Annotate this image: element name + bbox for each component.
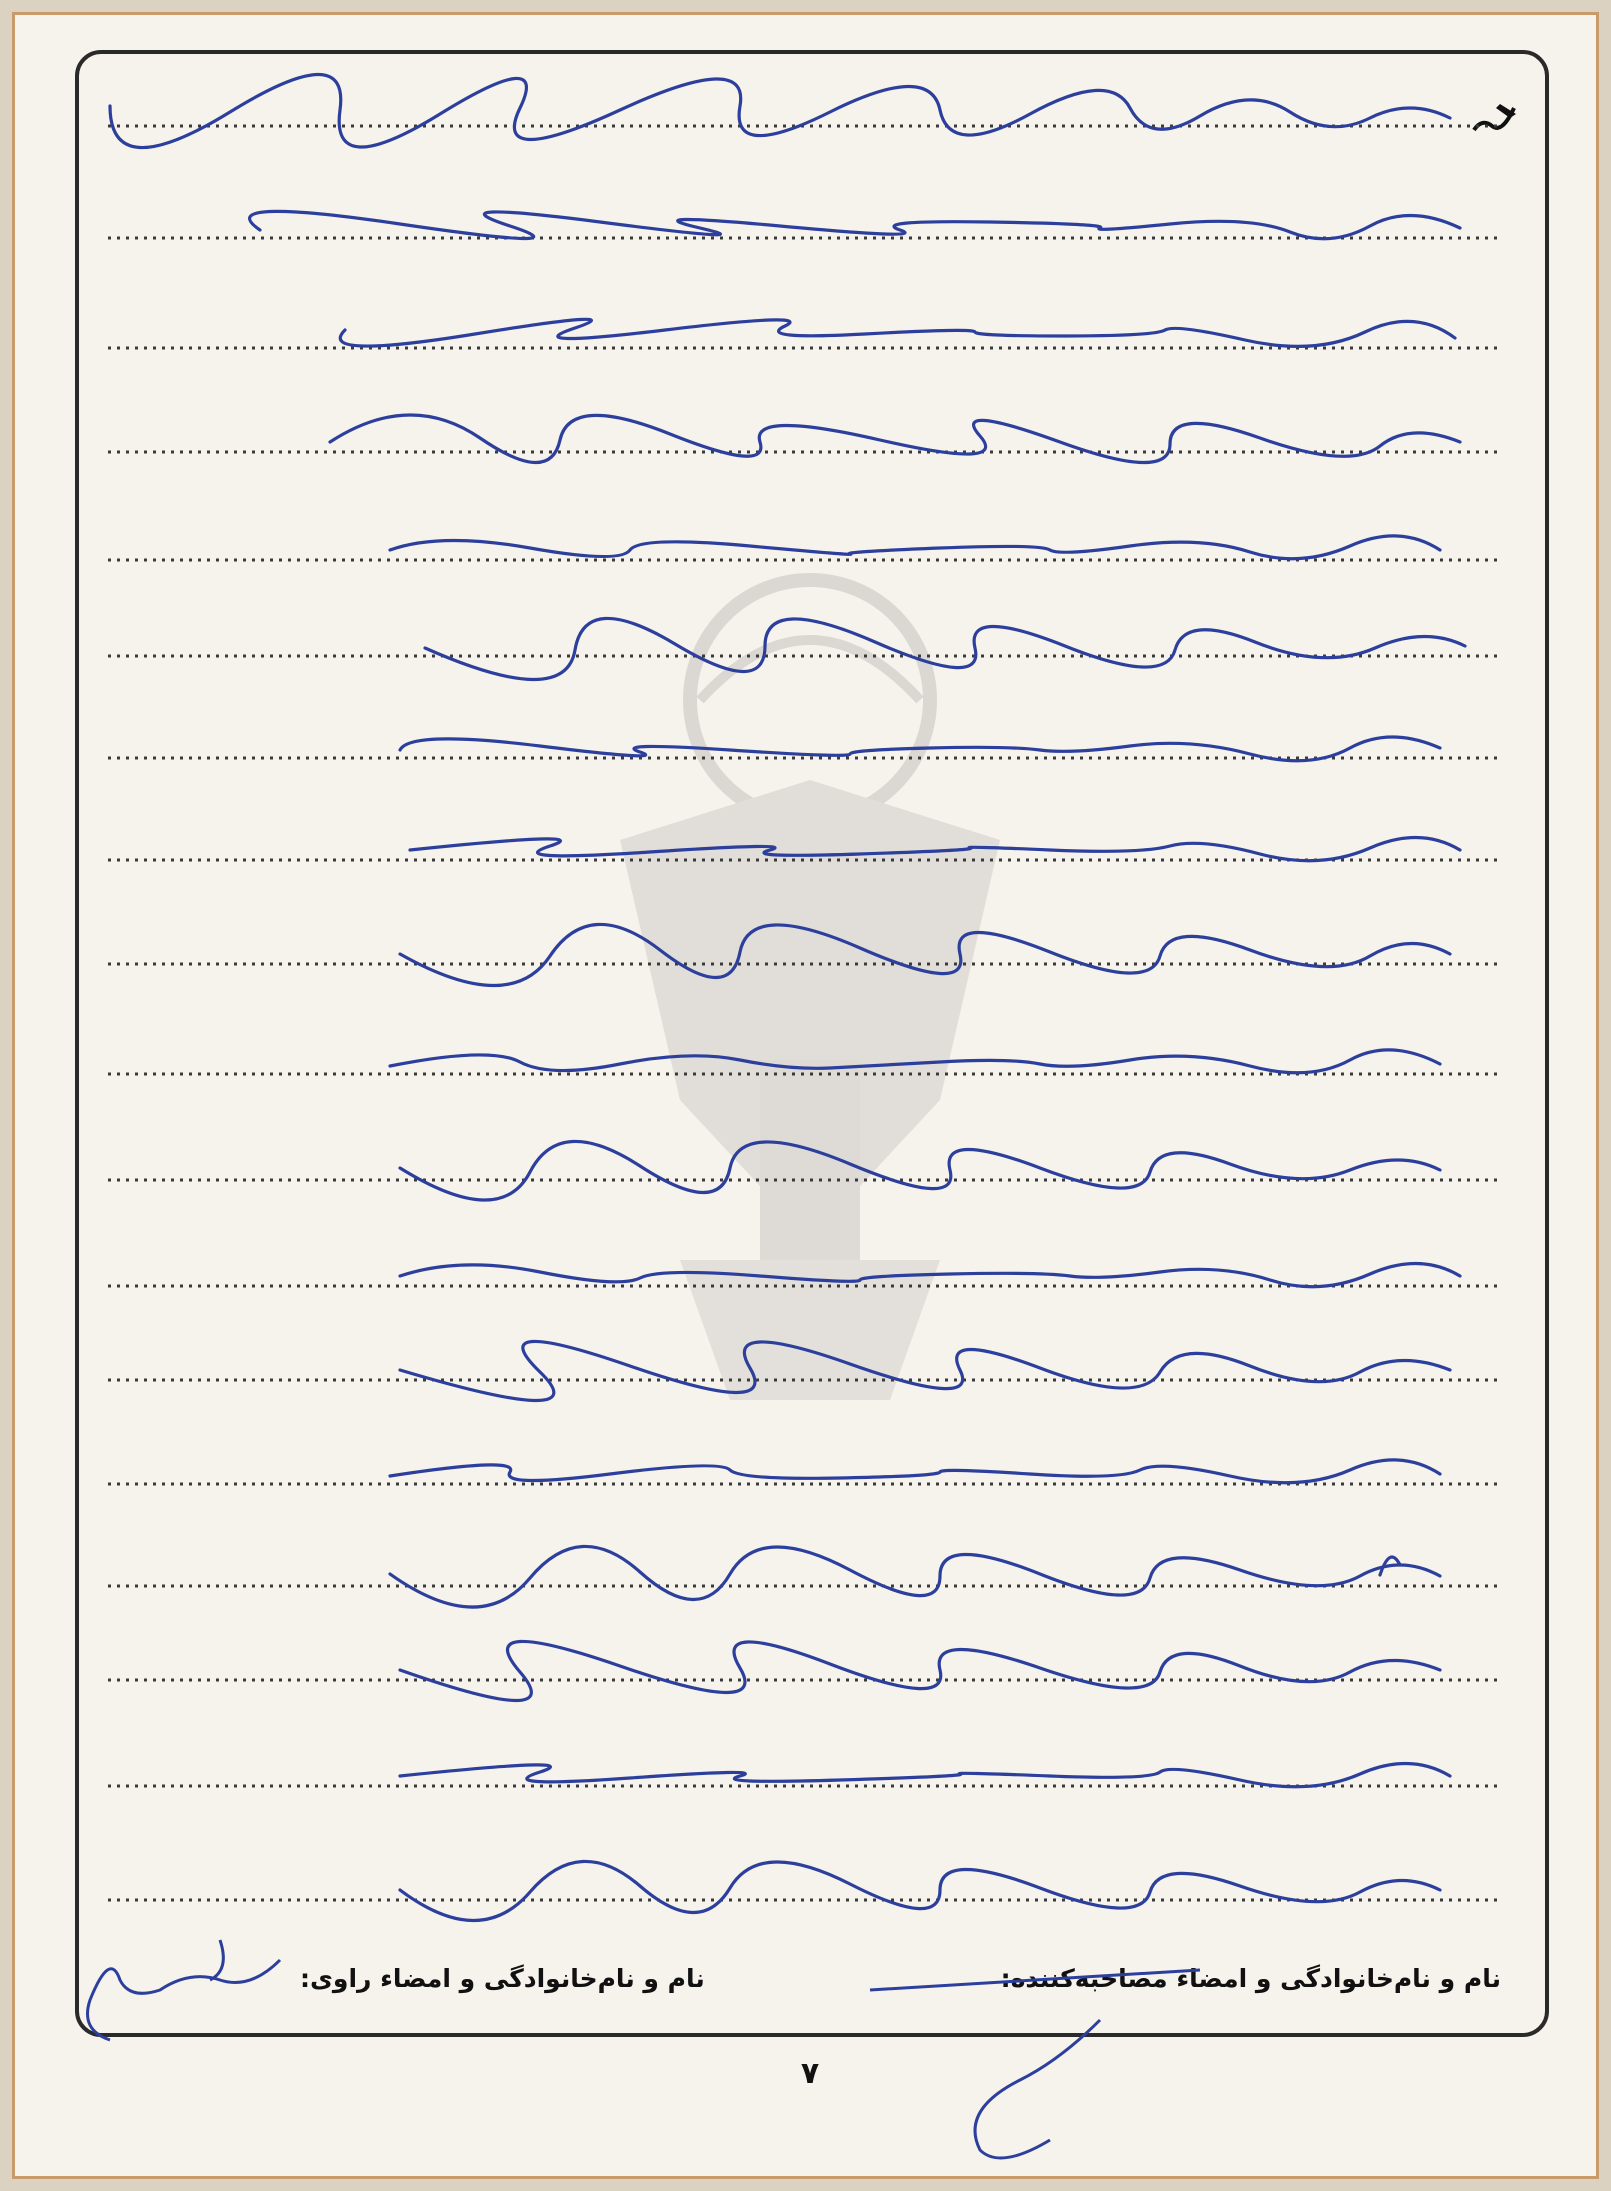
interviewer-signature-icon — [840, 1960, 1220, 2160]
narrator-signature-label: نام و نام‌خانوادگی و امضاء راوی: — [300, 1964, 705, 1993]
narrator-signature-icon — [80, 1920, 300, 2050]
interviewer-signature-label: نام و نام‌خانوادگی و امضاء مصاحبه‌کننده: — [1000, 1964, 1501, 1993]
page-number: ۷ — [800, 2056, 820, 2091]
